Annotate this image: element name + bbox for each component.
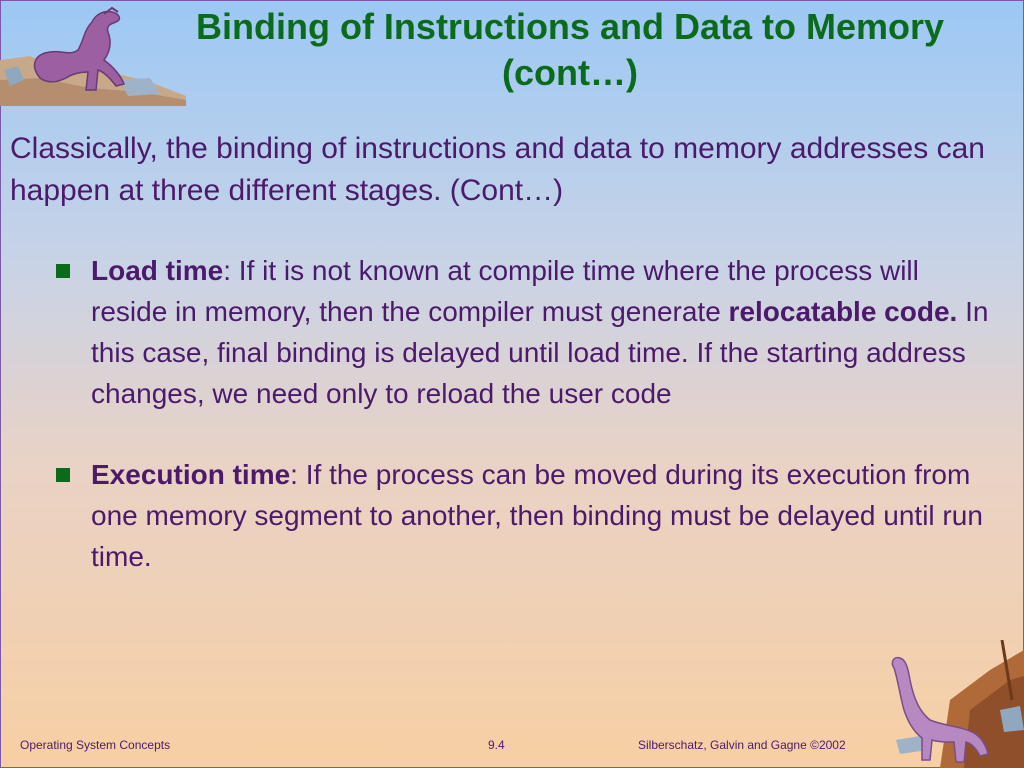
bullet-text-continued: In this case, final binding is delayed until load time. If the starting address changes, we need only to reload the user code bbox=[91, 296, 989, 409]
square-bullet-icon bbox=[56, 264, 70, 278]
slide-title bbox=[140, 4, 1000, 96]
title-line-1: Binding of Instructions and Data to Memory bbox=[195, 6, 945, 47]
bullet-text: If the process can be moved during its execution from one memory segment to another, then binding must be delayed until run time. bbox=[91, 459, 983, 572]
footer-course: Operating System Concepts bbox=[20, 738, 171, 752]
bullet-term: Execution time bbox=[91, 459, 291, 490]
bullet-execution-time bbox=[56, 454, 996, 577]
long-neck-dinosaur-icon bbox=[880, 640, 1024, 768]
bullet-term: Load time bbox=[91, 255, 224, 286]
bullet-emphasis: relocatable code. bbox=[728, 296, 958, 327]
intro-paragraph: Classically, the binding of instructions and data to memory addresses can happen at three different stages. (Cont…) bbox=[10, 132, 985, 207]
title-line-2: (cont…) bbox=[502, 52, 638, 93]
bullet-separator: : bbox=[223, 255, 239, 286]
bullet-list bbox=[56, 250, 996, 577]
bullet-load-time bbox=[56, 250, 996, 414]
bullet-separator: : bbox=[290, 459, 306, 490]
bullet-text: If it is not known at compile time where the process will reside in memory, then the compiler must generate bbox=[91, 255, 919, 327]
square-bullet-icon bbox=[56, 468, 70, 482]
footer-copyright: Silberschatz, Galvin and Gagne ©2002 bbox=[638, 738, 846, 752]
footer-slide-number: 9.4 bbox=[488, 738, 505, 752]
